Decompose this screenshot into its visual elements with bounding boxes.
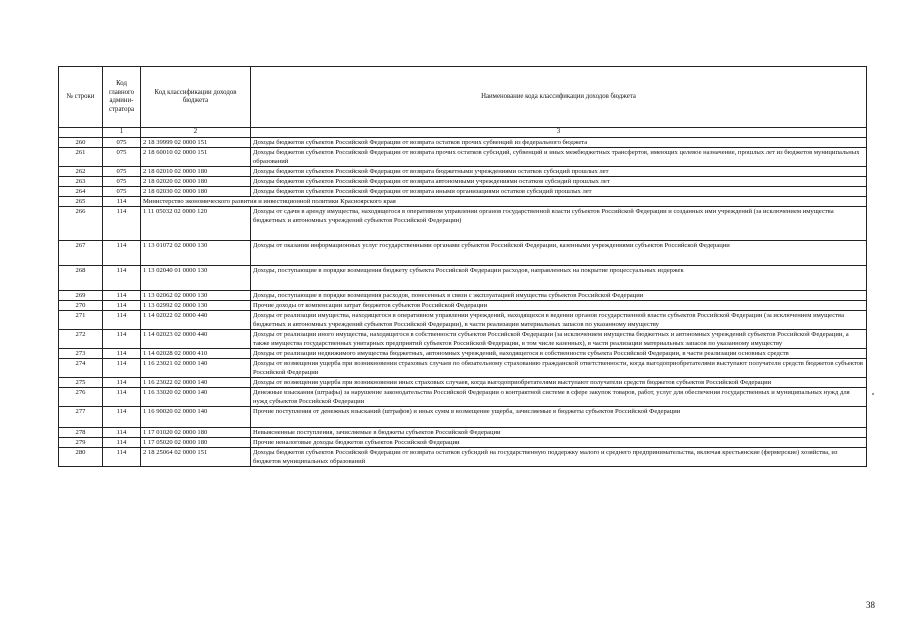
table-row: [59, 240, 867, 265]
code-name-cell: Доходы бюджетов субъектов Российской Федерации от возврата бюджетными учреждениями остатков субсидий прошлых лет: [251, 166, 867, 176]
row-number-cell: 280: [59, 447, 103, 466]
admin-code-cell: 114: [103, 300, 141, 310]
table-row: [59, 206, 867, 240]
table-row: [59, 377, 867, 387]
column-number-0: [59, 128, 103, 138]
admin-code-cell: 114: [103, 387, 141, 406]
header-row-number: № строки: [59, 67, 103, 128]
column-number-2: 2: [141, 128, 251, 138]
classification-code-cell: 2 18 60010 02 0000 151: [141, 147, 251, 166]
table-row: [59, 166, 867, 176]
code-name-cell: Невыясненные поступления, зачисляемые в бюджеты субъектов Российской Федерации: [251, 427, 867, 437]
code-name-cell: Доходы бюджетов субъектов Российской Федерации от возврата прочих остатков субсидий, субвенций и иных межбюджетных трансфертов, имеющих целевое назначение, прошлых лет из бюджетов муниципальных образований: [251, 147, 867, 166]
classification-code-cell: 2 18 02020 02 0000 180: [141, 176, 251, 186]
administrator-name-cell: Министерство экономического развития и инвестиционной политики Красноярского края: [141, 196, 867, 206]
row-number-cell: 265: [59, 196, 103, 206]
code-name-cell: Денежные взыскания (штрафы) за нарушение законодательства Российской Федерации о контрактной системе в сфере закупок товаров, работ, услуг для обеспечения государственных и муниципальных нужд для нужд субъектов Российской Федерации: [251, 387, 867, 406]
admin-code-cell: 114: [103, 206, 141, 240]
page-number: 38: [866, 600, 875, 610]
code-name-cell: Доходы от оказания информационных услуг государственными органами субъектов Российской Федерации, казенными учреждениями субъектов Российской Федерации: [251, 240, 867, 265]
admin-code-cell: 075: [103, 137, 141, 147]
classification-code-cell: 1 16 90020 02 0000 140: [141, 406, 251, 427]
scan-speck: [872, 393, 874, 395]
row-number-cell: 266: [59, 206, 103, 240]
table-row: [59, 310, 867, 329]
column-number-row: [59, 128, 867, 138]
row-number-cell: 264: [59, 186, 103, 196]
row-number-cell: 278: [59, 427, 103, 437]
table-row: [59, 447, 867, 466]
table-header-row: [59, 67, 867, 128]
table-row: [59, 186, 867, 196]
code-name-cell: Доходы, поступающие в порядке возмещения расходов, понесенных в связи с эксплуатацией имущества субъектов Российской Федерации: [251, 290, 867, 300]
row-number-cell: 260: [59, 137, 103, 147]
row-number-cell: 261: [59, 147, 103, 166]
row-number-cell: 273: [59, 348, 103, 358]
classification-code-cell: 1 14 02023 02 0000 440: [141, 329, 251, 348]
admin-code-cell: 114: [103, 358, 141, 377]
table-row: [59, 358, 867, 377]
row-number-cell: 262: [59, 166, 103, 176]
code-name-cell: Доходы от возмещения ущерба при возникновении страховых случаев по обязательному страхованию гражданской ответственности, когда выгодоприобретателями выступают получатели средств бюджетов субъектов Российской Федерации: [251, 358, 867, 377]
admin-code-cell: 114: [103, 310, 141, 329]
row-number-cell: 274: [59, 358, 103, 377]
code-name-cell: Доходы от возмещения ущерба при возникновении иных страховых случаев, когда выгодоприобретателями выступают получатели средств бюджетов субъектов Российской Федерации: [251, 377, 867, 387]
column-number-3: 3: [251, 128, 867, 138]
table-row: [59, 300, 867, 310]
table-row: [59, 329, 867, 348]
classification-code-cell: 1 13 02040 01 0000 130: [141, 265, 251, 290]
row-number-cell: 263: [59, 176, 103, 186]
row-number-cell: 279: [59, 437, 103, 447]
table-row: [59, 406, 867, 427]
table-row: [59, 437, 867, 447]
table-row: [59, 265, 867, 290]
code-name-cell: Доходы бюджетов субъектов Российской Федерации от возврата автономными учреждениями остатков субсидий прошлых лет: [251, 176, 867, 186]
row-number-cell: 270: [59, 300, 103, 310]
classification-code-cell: 1 16 23022 02 0000 140: [141, 377, 251, 387]
row-number-cell: 275: [59, 377, 103, 387]
row-number-cell: 271: [59, 310, 103, 329]
code-name-cell: Прочие поступления от денежных взысканий (штрафов) и иных сумм в возмещение ущерба, зачисляемые в бюджеты субъектов Российской Федерации: [251, 406, 867, 427]
admin-code-cell: 114: [103, 240, 141, 265]
admin-code-cell: 114: [103, 447, 141, 466]
classification-code-cell: 1 13 02992 02 0000 130: [141, 300, 251, 310]
admin-code-cell: 114: [103, 377, 141, 387]
admin-code-cell: 075: [103, 176, 141, 186]
table-row: [59, 137, 867, 147]
table-body: [59, 137, 867, 466]
classification-code-cell: 1 13 02062 02 0000 130: [141, 290, 251, 300]
header-code-name: Наименование кода классификации доходов бюджета: [251, 67, 867, 128]
classification-code-cell: 1 16 33020 02 0000 140: [141, 387, 251, 406]
table-row: [59, 176, 867, 186]
admin-code-cell: 075: [103, 147, 141, 166]
table-row: [59, 196, 867, 206]
admin-code-cell: 114: [103, 427, 141, 437]
admin-code-cell: 114: [103, 265, 141, 290]
header-classification-code: Код классификации доходов бюджета: [141, 67, 251, 128]
admin-code-cell: 075: [103, 186, 141, 196]
classification-code-cell: 2 18 02010 02 0000 180: [141, 166, 251, 176]
row-number-cell: 277: [59, 406, 103, 427]
admin-code-cell: 114: [103, 196, 141, 206]
admin-code-cell: 075: [103, 166, 141, 176]
classification-code-cell: 1 16 23021 02 0000 140: [141, 358, 251, 377]
table-row: [59, 348, 867, 358]
code-name-cell: Доходы, поступающие в порядке возмещения бюджету субъекта Российской Федерации расходов, направленных на покрытие процессуальных издержек: [251, 265, 867, 290]
classification-code-cell: 1 11 05032 02 0000 120: [141, 206, 251, 240]
classification-code-cell: 1 14 02022 02 0000 440: [141, 310, 251, 329]
table-row: [59, 290, 867, 300]
code-name-cell: Доходы от реализации имущества, находящегося в оперативном управлении учреждений, находящихся в ведении органов государственной власти субъектов Российской Федерации (за исключением имущества бюджетных и автономных учреждений субъектов Российской Федерации), в части реализации материальных запасов по указанному имуществу: [251, 310, 867, 329]
classification-code-cell: 1 13 01072 02 0000 130: [141, 240, 251, 265]
code-name-cell: Доходы от реализации иного имущества, находящегося в собственности субъектов Российской Федерации (за исключением имущества бюджетных и автономных учреждений субъектов Российской Федерации, а также имущества государственных унитарных предприятий субъектов Российской Федерации, в том числе казенных), в части реализации материальных запасов по указанному имуществу: [251, 329, 867, 348]
row-number-cell: 269: [59, 290, 103, 300]
table-row: [59, 387, 867, 406]
admin-code-cell: 114: [103, 348, 141, 358]
code-name-cell: Доходы от реализации недвижимого имущества бюджетных, автономных учреждений, находящегося в собственности субъекта Российской Федерации, в части реализации основных средств: [251, 348, 867, 358]
column-number-1: 1: [103, 128, 141, 138]
code-name-cell: Доходы от сдачи в аренду имущества, находящегося в оперативном управлении органов государственной власти субъектов Российской Федерации и созданных ими учреждений (за исключением имущества бюджетных и автономных учреждений субъектов Российской Федерации): [251, 206, 867, 240]
admin-code-cell: 114: [103, 329, 141, 348]
row-number-cell: 272: [59, 329, 103, 348]
code-name-cell: Доходы бюджетов субъектов Российской Федерации от возврата остатков субсидий на государственную поддержку малого и среднего предпринимательства, включая крестьянские (фермерские) хозяйства, из бюджетов муниципальных образований: [251, 447, 867, 466]
classification-code-cell: 2 18 02030 02 0000 180: [141, 186, 251, 196]
row-number-cell: 276: [59, 387, 103, 406]
code-name-cell: Прочие доходы от компенсации затрат бюджетов субъектов Российской Федерации: [251, 300, 867, 310]
classification-code-cell: 1 17 05020 02 0000 180: [141, 437, 251, 447]
admin-code-cell: 114: [103, 437, 141, 447]
table-row: [59, 427, 867, 437]
revenue-classification-table: [58, 66, 867, 467]
row-number-cell: 267: [59, 240, 103, 265]
row-number-cell: 268: [59, 265, 103, 290]
table-row: [59, 147, 867, 166]
admin-code-cell: 114: [103, 406, 141, 427]
header-admin-code: Код главного админи-стратора: [103, 67, 141, 128]
code-name-cell: Доходы бюджетов субъектов Российской Федерации от возврата иными организациями остатков субсидий прошлых лет: [251, 186, 867, 196]
admin-code-cell: 114: [103, 290, 141, 300]
classification-code-cell: 1 14 02028 02 0000 410: [141, 348, 251, 358]
document-sheet: [58, 66, 866, 467]
code-name-cell: Прочие неналоговые доходы бюджетов субъектов Российской Федерации: [251, 437, 867, 447]
classification-code-cell: 2 18 39999 02 0000 151: [141, 137, 251, 147]
code-name-cell: Доходы бюджетов субъектов Российской Федерации от возврата остатков прочих субвенций из федерального бюджета: [251, 137, 867, 147]
classification-code-cell: 2 18 25064 02 0000 151: [141, 447, 251, 466]
classification-code-cell: 1 17 01020 02 0000 180: [141, 427, 251, 437]
